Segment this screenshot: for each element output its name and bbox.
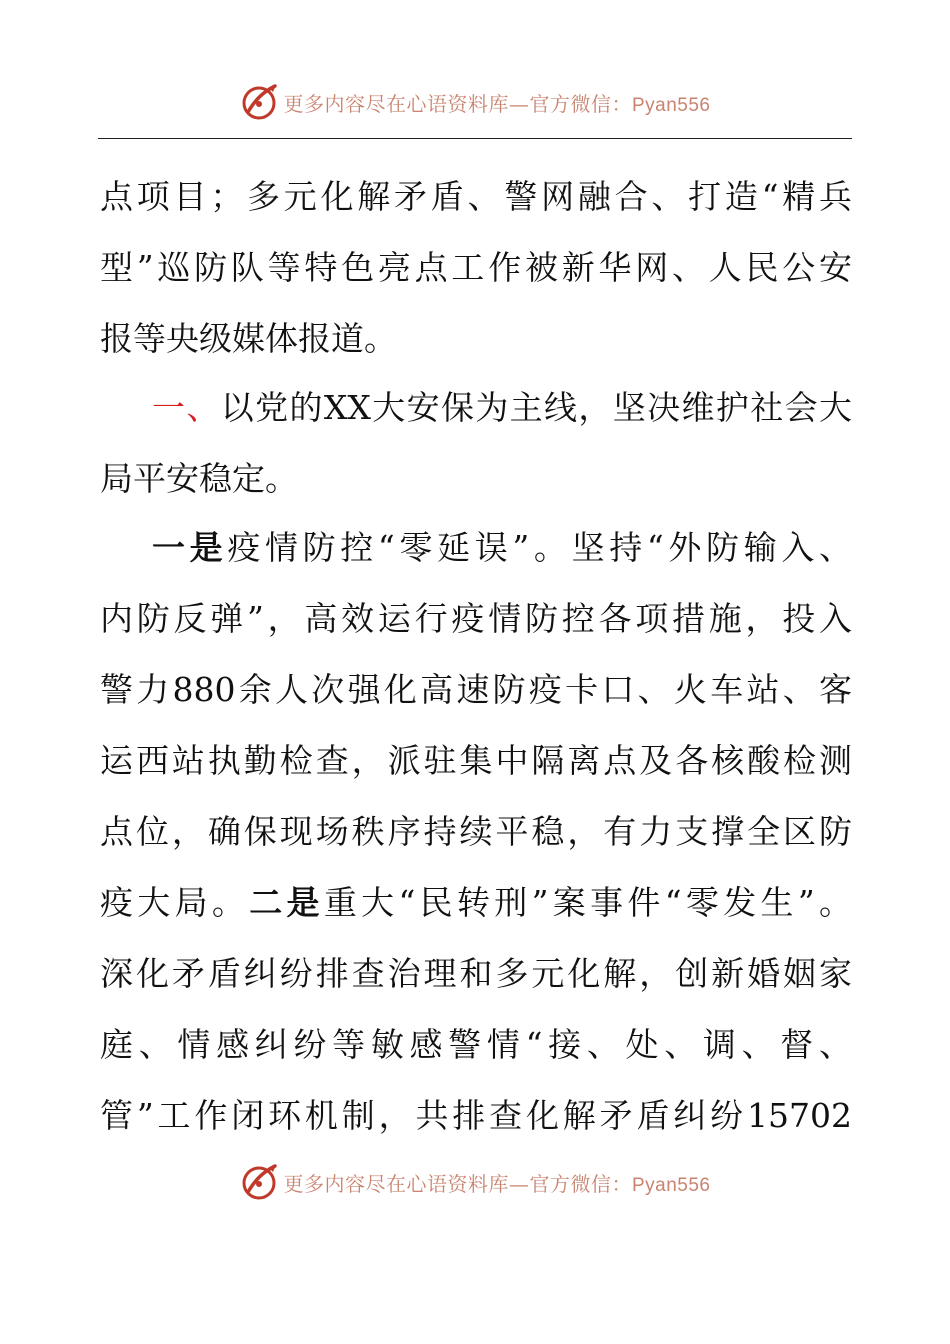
text-line: 疫大局。二是重大“民转刑”案事件“零发生”。 — [100, 883, 853, 922]
text-line: 深化矛盾纠纷排查治理和多元化解，创新婚姻家 — [100, 954, 852, 993]
text-line: 报等央级媒体报道。 — [100, 319, 397, 358]
text-line: 内防反弹”，高效运行疫情防控各项措施，投入 — [100, 599, 852, 638]
text-line: 局平安稳定。 — [100, 459, 298, 498]
logo-icon — [239, 82, 279, 122]
section-heading-text: 以党的XX大安保为主线，坚决维护社会大 — [220, 388, 852, 427]
header-wechat-id: Pyan556 — [631, 94, 711, 116]
header-banner-text: 更多内容尽在心语资料库—官方微信：Pyan556 — [283, 91, 711, 116]
section-marker: 一、 — [152, 388, 221, 427]
text-line: 点项目；多元化解矛盾、警网融合、打造“精兵 — [100, 177, 852, 216]
document-body — [100, 161, 852, 1151]
text-line: 型”巡防队等特色亮点工作被新华网、人民公安 — [100, 248, 852, 287]
section-heading — [100, 372, 852, 443]
text-line: 点位，确保现场秩序持续平稳，有力支撑全区防 — [100, 812, 852, 851]
paragraph-lead-line: 一是疫情防控“零延误”。坚持“外防输入、 — [152, 528, 852, 567]
text-line: 警力880余人次强化高速防疫卡口、火车站、客 — [100, 670, 852, 709]
footer-banner — [0, 1160, 950, 1204]
text-line: 管”工作闭环机制，共排查化解矛盾纠纷15702 — [100, 1096, 852, 1135]
footer-banner-text: 更多内容尽在心语资料库—官方微信：Pyan556 — [283, 1171, 711, 1196]
logo-icon — [239, 1162, 279, 1202]
header-divider — [98, 138, 852, 139]
text-line: 运西站执勤检查，派驻集中隔离点及各核酸检测 — [100, 741, 852, 780]
text-line: 庭、情感纠纷等敏感警情“接、处、调、督、 — [100, 1025, 852, 1064]
footer-wechat-id: Pyan556 — [631, 1174, 711, 1196]
lead-label: 二是 — [249, 883, 324, 922]
lead-label: 一是 — [152, 528, 228, 567]
header-banner — [0, 80, 950, 124]
